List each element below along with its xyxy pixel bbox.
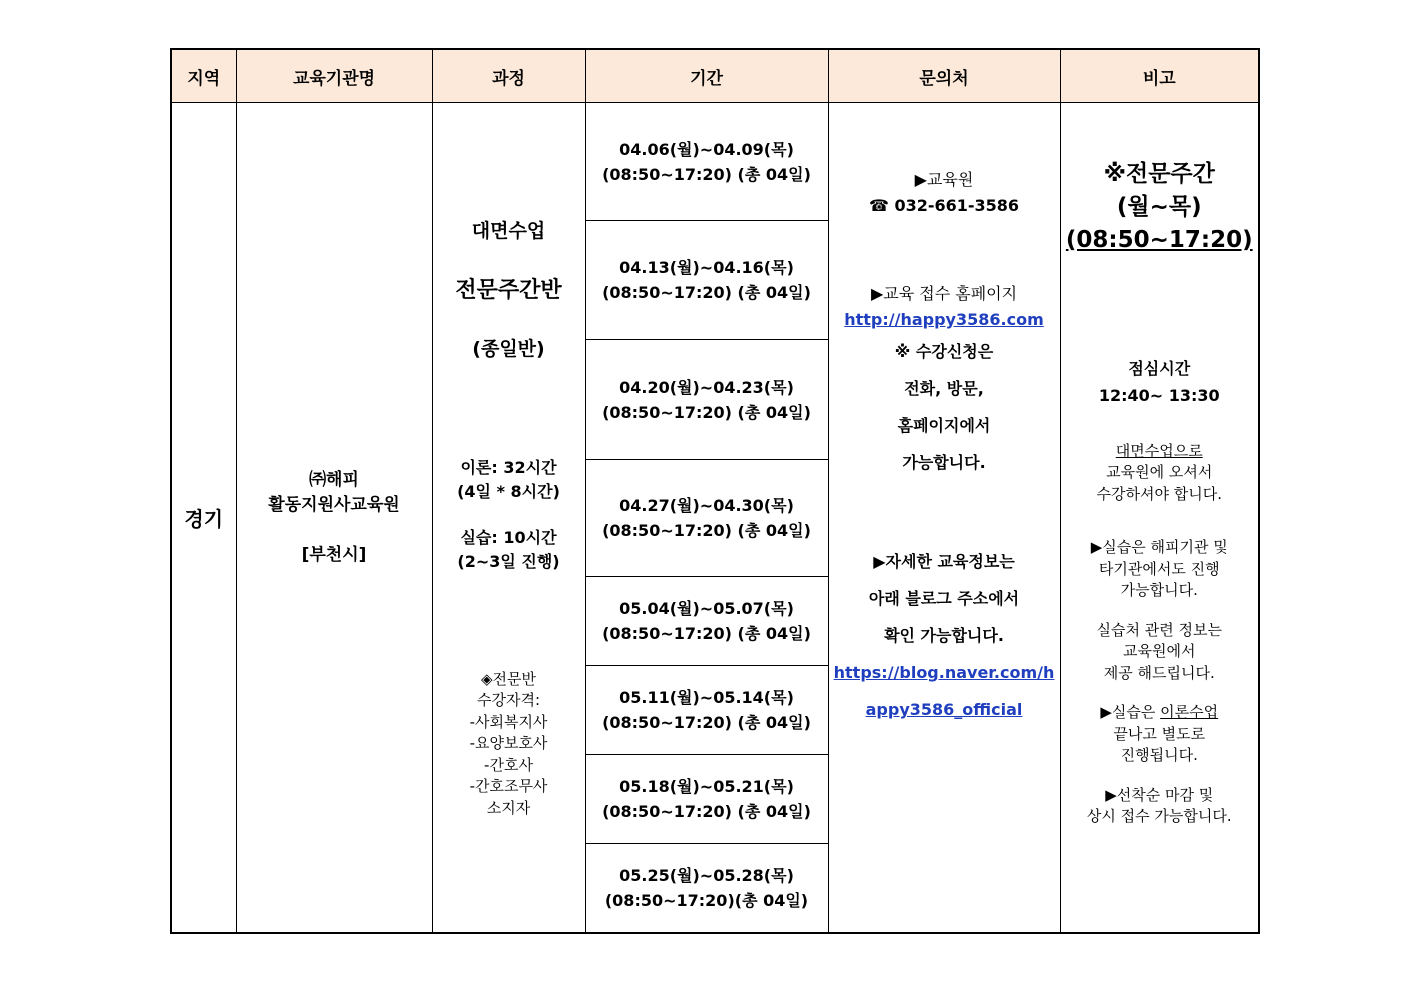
period-cell [585, 103, 828, 221]
header-institution: 교육기관명 [236, 49, 432, 103]
header-row [171, 49, 1259, 103]
period-cell [585, 340, 828, 459]
notes-first-1: ▶선착순 마감 및 [1105, 785, 1214, 804]
period-time: (08:50~17:20) (총 04일) [602, 623, 811, 643]
course-qual-line: ◈전문반 [480, 669, 536, 688]
header-notes: 비고 [1060, 49, 1259, 103]
period-date: 05.18(월)~05.21(목) [619, 777, 794, 797]
period-time: (08:50~17:20) (총 04일) [602, 802, 811, 822]
region-cell: 경기 [171, 103, 236, 934]
blog-link-2[interactable]: appy3586_official [865, 700, 1023, 719]
header-period: 기간 [585, 49, 828, 103]
notes-first-2: 상시 접수 가능합니다. [1086, 807, 1232, 825]
notes-f2f-2: 교육원에 오셔서 [1106, 463, 1213, 481]
notes-sep-2: 끝나고 별도로 [1113, 724, 1206, 743]
course-theory-hours: 이론: 32시간 [460, 457, 557, 477]
period-cell [585, 665, 828, 754]
course-qual-line: -간호사 [484, 755, 533, 774]
period-date: 04.06(월)~04.09(목) [619, 139, 794, 159]
period-cell [585, 576, 828, 665]
contact-phone: ☎ 032-661-3586 [868, 196, 1020, 215]
institution-city: [부천시] [301, 544, 367, 565]
notes-info-2: 교육원에서 [1123, 642, 1196, 660]
period-time: (08:50~17:20) (총 04일) [602, 520, 811, 540]
contact-blog-2: 아래 블로그 주소에서 [868, 589, 1020, 608]
course-qual-line: 소지자 [486, 798, 531, 817]
course-practice-days: (2~3일 진행) [457, 551, 560, 571]
notes-sep-1b: 이론수업 [1160, 703, 1219, 721]
contact-apply-1: ※ 수강신청은 [894, 342, 994, 361]
course-qual-line: -요양보호사 [469, 734, 548, 753]
course-qual-line: -사회복지사 [469, 712, 548, 731]
period-date: 05.04(월)~05.07(목) [619, 598, 794, 618]
notes-sep-1a: ▶실습은 [1100, 703, 1161, 721]
period-cell [585, 755, 828, 844]
notes-sep-3: 진행됩니다. [1120, 746, 1198, 764]
course-title-2: 전문주간반 [455, 277, 562, 303]
period-cell [585, 844, 828, 933]
contact-cell [828, 103, 1060, 934]
contact-apply-2: 전화, 방문, [904, 379, 984, 398]
period-date: 04.13(월)~04.16(목) [619, 258, 794, 278]
period-date: 04.20(월)~04.23(목) [619, 377, 794, 397]
period-date: 05.11(월)~05.14(목) [619, 688, 794, 708]
notes-info-1: 실습처 관련 정보는 [1096, 620, 1222, 639]
notes-prac-1: ▶실습은 해피기관 및 [1090, 538, 1228, 556]
period-cell [585, 459, 828, 576]
notes-week-2: (월~목) [1116, 193, 1202, 220]
period-cell [585, 221, 828, 340]
blog-link-1[interactable]: https://blog.naver.com/h [833, 663, 1055, 682]
course-qual-line: -간호조무사 [469, 777, 548, 796]
notes-lunch-time: 12:40~ 13:30 [1098, 385, 1220, 405]
notes-prac-3: 가능합니다. [1120, 581, 1198, 599]
period-time: (08:50~17:20) (총 04일) [602, 713, 811, 733]
notes-f2f-1: 대면수업으로 [1115, 441, 1203, 460]
schedule-table [170, 48, 1260, 934]
homepage-link[interactable]: http://happy3586.com [844, 310, 1044, 329]
notes-lunch-label: 점심시간 [1128, 358, 1191, 378]
table-row [171, 103, 1259, 221]
period-time: (08:50~17:20) (총 04일) [602, 402, 811, 422]
period-time: (08:50~17:20) (총 04일) [602, 164, 811, 184]
contact-homepage-label: ▶교육 접수 홈페이지 [870, 284, 1018, 303]
period-date: 04.27(월)~04.30(목) [619, 495, 794, 515]
contact-apply-3: 홈페이지에서 [897, 416, 991, 435]
period-date: 05.25(월)~05.28(목) [619, 866, 794, 886]
period-time: (08:50~17:20)(총 04일) [604, 891, 809, 911]
notes-cell [1060, 103, 1259, 934]
institution-name-1: ㈜해피 [309, 469, 359, 490]
institution-cell [236, 103, 432, 934]
header-contact: 문의처 [828, 49, 1060, 103]
contact-center-label: ▶교육원 [914, 170, 974, 189]
header-region: 지역 [171, 49, 236, 103]
notes-sep-1 [1061, 702, 1259, 724]
course-cell [432, 103, 585, 934]
notes-prac-2: 타기관에서도 진행 [1098, 559, 1220, 578]
notes-f2f-3: 수강하셔야 합니다. [1096, 484, 1222, 503]
course-practice-hours: 실습: 10시간 [460, 527, 557, 547]
notes-info-3: 제공 해드립니다. [1103, 663, 1215, 682]
notes-week-3: (08:50~17:20) [1065, 226, 1253, 253]
institution-name-2: 활동지원사교육원 [268, 494, 400, 515]
course-theory-days: (4일 * 8시간) [457, 481, 560, 501]
course-title-1: 대면수업 [471, 219, 546, 242]
course-qual-line: 수강자격: [476, 691, 540, 710]
period-time: (08:50~17:20) (총 04일) [602, 283, 811, 303]
notes-week-1: ※전문주간 [1103, 160, 1215, 187]
course-title-3: (종일반) [472, 337, 545, 360]
contact-blog-1: ▶자세한 교육정보는 [873, 552, 1015, 571]
contact-blog-3: 확인 가능합니다. [884, 626, 1004, 645]
contact-apply-4: 가능합니다. [902, 453, 986, 472]
header-course: 과정 [432, 49, 585, 103]
